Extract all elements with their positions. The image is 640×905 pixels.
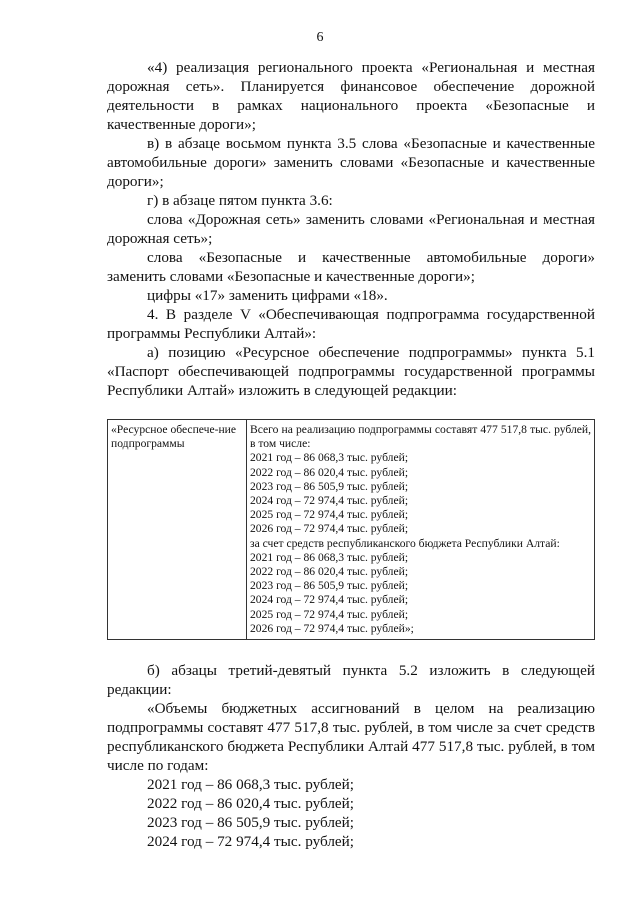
paragraph: «Объемы бюджетных ассигнований в целом на реализацию подпрограммы составят 477 517,8 тыс. рублей, в том числе за счет средств республиканского бюджета Республики Алтай 477 517,8 тыс. рублей, в том числе по годам: xyxy=(107,700,595,775)
paragraph: 4. В разделе V «Обеспечивающая подпрограмма государственной программы Республики Алтай»: xyxy=(107,306,595,342)
paragraph: «4) реализация регионального проекта «Региональная и местная дорожная сеть». Планируется финансовое обеспечение дорожной деятельности в рамках национального проекта «Безопасные и качественные дороги»; xyxy=(107,59,595,133)
cell-line: за счет средств республиканского бюджета Республики Алтай: xyxy=(250,536,560,550)
paragraph: б) абзацы третий-девятый пункта 5.2 изложить в следующей редакции: xyxy=(107,662,595,699)
table-row xyxy=(108,420,595,640)
year-line: 2022 год – 86 020,4 тыс. рублей; xyxy=(147,795,355,813)
cell-line: 2025 год – 72 974,4 тыс. рублей; xyxy=(250,607,409,621)
paragraph: а) позицию «Ресурсное обеспечение подпрограммы» пункта 5.1 «Паспорт обеспечивающей подпрограммы государственной программы Республики Алтай» изложить в следующей редакции: xyxy=(107,344,595,399)
cell-line: 2026 год – 72 974,4 тыс. рублей; xyxy=(250,522,409,536)
paragraph: г) в абзаце пятом пункта 3.6: xyxy=(147,192,333,209)
paragraph: цифры «17» заменить цифрами «18». xyxy=(147,287,388,304)
paragraph: в) в абзаце восьмом пункта 3.5 слова «Безопасные и качественные автомобильные дороги» заменить словами «Безопасные и качественные дороги»; xyxy=(107,135,595,190)
year-line: 2023 год – 86 505,9 тыс. рублей; xyxy=(147,814,355,832)
cell-line: 2026 год – 72 974,4 тыс. рублей»; xyxy=(250,621,414,635)
cell-line: 2022 год – 86 020,4 тыс. рублей; xyxy=(250,565,409,579)
year-line: 2024 год – 72 974,4 тыс. рублей; xyxy=(147,833,355,851)
cell-line: 2021 год – 86 068,3 тыс. рублей; xyxy=(250,550,409,564)
cell-line: 2025 год – 72 974,4 тыс. рублей; xyxy=(250,508,409,522)
paragraph: слова «Безопасные и качественные автомобильные дороги» заменить словами «Безопасные и качественные дороги»; xyxy=(107,249,595,285)
table-cell-label: «Ресурсное обеспече-ние подпрограммы xyxy=(108,420,247,640)
cell-line: 2024 год – 72 974,4 тыс. рублей; xyxy=(250,593,409,607)
cell-line: 2024 год – 72 974,4 тыс. рублей; xyxy=(250,494,409,508)
document-body xyxy=(107,58,595,851)
cell-line: 2023 год – 86 505,9 тыс. рублей; xyxy=(250,479,409,493)
resource-table xyxy=(107,419,595,640)
cell-line: 2021 год – 86 068,3 тыс. рублей; xyxy=(250,451,409,465)
cell-line: 2022 год – 86 020,4 тыс. рублей; xyxy=(250,465,409,479)
cell-line: 2023 год – 86 505,9 тыс. рублей; xyxy=(250,579,409,593)
page-number: 6 xyxy=(316,30,324,45)
year-line: 2021 год – 86 068,3 тыс. рублей; xyxy=(147,776,355,794)
table-cell-value xyxy=(247,420,595,640)
cell-line: Всего на реализацию подпрограммы составят 477 517,8 тыс. рублей, в том числе: xyxy=(250,423,591,451)
paragraph: слова «Дорожная сеть» заменить словами «Региональная и местная дорожная сеть»; xyxy=(107,211,595,247)
